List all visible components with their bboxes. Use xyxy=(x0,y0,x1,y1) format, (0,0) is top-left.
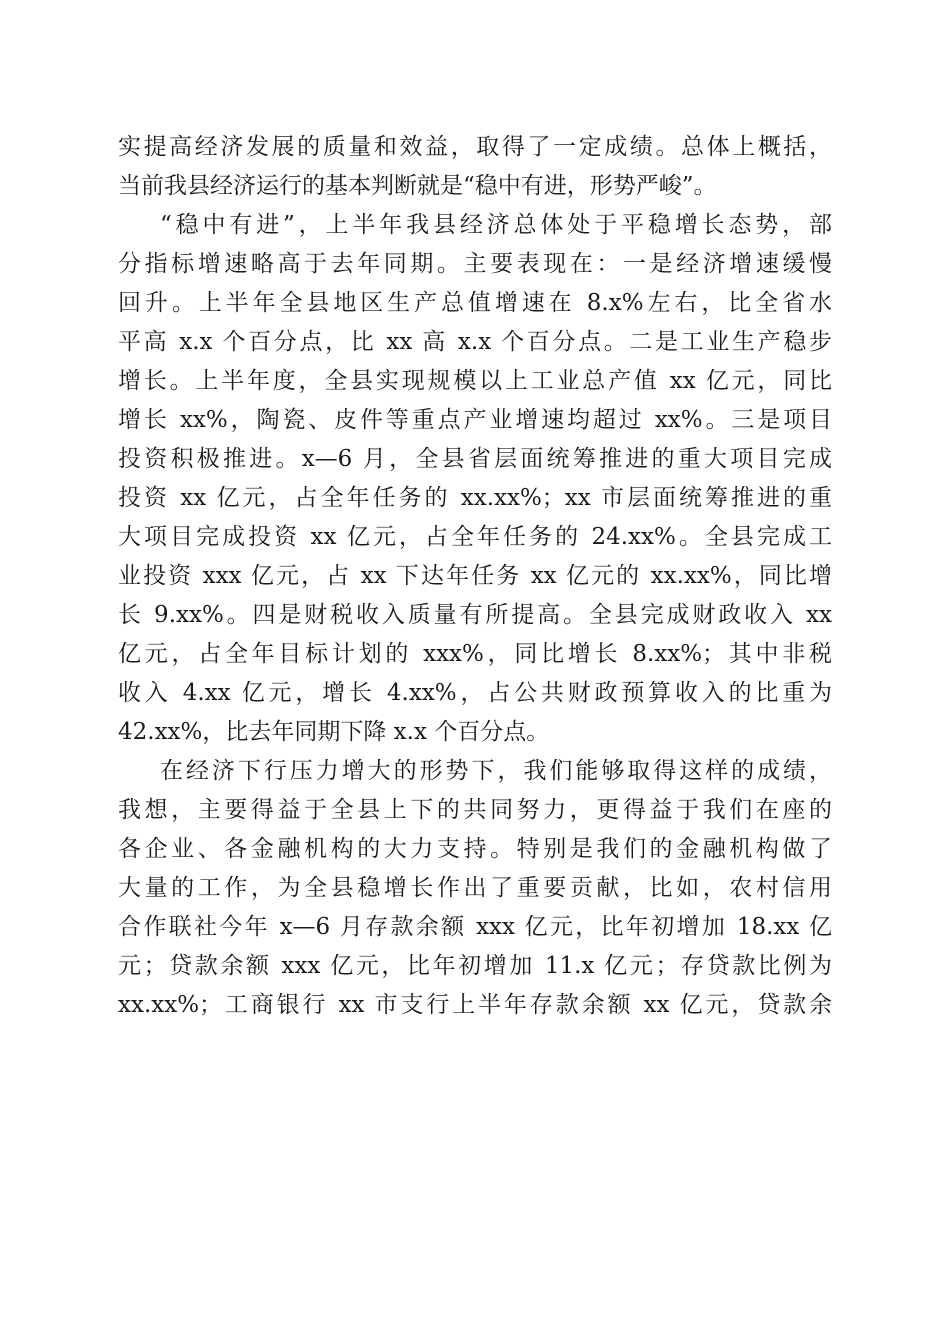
text-line: 长 9.xx%。四是财税收入质量有所提高。全县完成财政收入 xx xyxy=(118,602,832,628)
text-line: 当前我县经济运行的基本判断就是“稳中有进，形势严峻”。 xyxy=(118,173,717,199)
text-line: 42.xx%，比去年同期下降 x.x 个百分点。 xyxy=(118,719,550,745)
text-line: 业投资 xxx 亿元，占 xx 下达年任务 xx 亿元的 xx.xx%，同比增 xyxy=(118,563,832,589)
text-line: 分指标增速略高于去年同期。主要表现在：一是经济增速缓慢 xyxy=(118,251,832,277)
text-line: 收入 4.xx 亿元，增长 4.xx%，占公共财政预算收入的比重为 xyxy=(118,680,832,706)
text-line: 大项目完成投资 xx 亿元，占全年任务的 24.xx%。全县完成工 xyxy=(118,524,832,550)
text-line: 投资积极推进。x—6 月，全县省层面统筹推进的重大项目完成 xyxy=(118,446,832,472)
text-line: “稳中有进”，上半年我县经济总体处于平稳增长态势，部 xyxy=(160,212,832,238)
text-line: 平高 x.x 个百分点，比 xx 高 x.x 个百分点。二是工业生产稳步 xyxy=(118,329,832,355)
paragraph-2 xyxy=(118,206,832,752)
text-line: 投资 xx 亿元，占全年任务的 xx.xx%；xx 市层面统筹推进的重 xyxy=(118,485,832,511)
text-line: xx.xx%；工商银行 xx 市支行上半年存款余额 xx 亿元，贷款余 xyxy=(118,992,832,1018)
text-line: 增长。上半年度，全县实现规模以上工业总产值 xx 亿元，同比 xyxy=(118,368,832,394)
text-line: 增长 xx%，陶瓷、皮件等重点产业增速均超过 xx%。三是项目 xyxy=(118,407,832,433)
paragraph-3 xyxy=(118,752,832,1025)
text-line: 我想，主要得益于全县上下的共同努力，更得益于我们在座的 xyxy=(118,797,832,823)
document-page xyxy=(118,128,832,1025)
text-line: 大量的工作，为全县稳增长作出了重要贡献，比如，农村信用 xyxy=(118,875,832,901)
text-line: 亿元，占全年目标计划的 xxx%，同比增长 8.xx%；其中非税 xyxy=(118,641,832,667)
text-line: 合作联社今年 x—6 月存款余额 xxx 亿元，比年初增加 18.xx 亿 xyxy=(118,914,832,940)
paragraph-1 xyxy=(118,128,832,206)
text-line: 各企业、各金融机构的大力支持。特别是我们的金融机构做了 xyxy=(118,836,832,862)
text-line: 回升。上半年全县地区生产总值增速在 8.x%左右，比全省水 xyxy=(118,290,832,316)
text-line: 元；贷款余额 xxx 亿元，比年初增加 11.x 亿元；存贷款比例为 xyxy=(118,953,832,979)
text-line: 在经济下行压力增大的形势下，我们能够取得这样的成绩， xyxy=(160,758,832,784)
text-line: 实提高经济发展的质量和效益，取得了一定成绩。总体上概括， xyxy=(118,134,832,160)
